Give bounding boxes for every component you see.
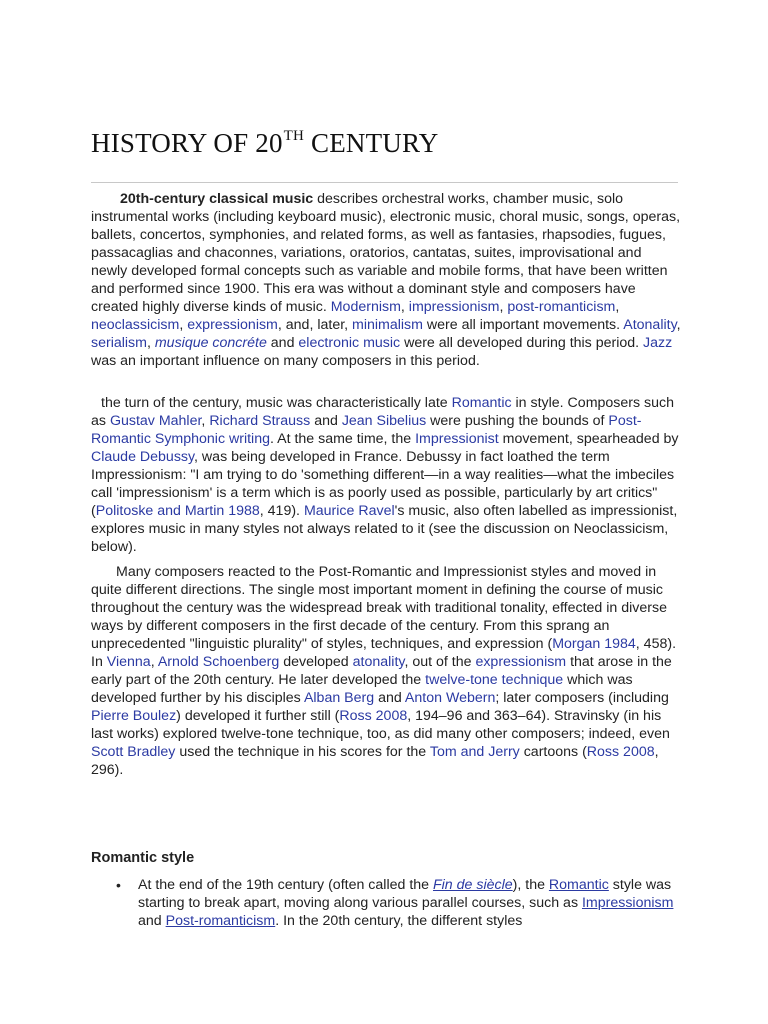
text-run: ; later composers (including — [495, 690, 669, 706]
link-serialism[interactable]: serialism — [91, 335, 147, 351]
text-run: Many composers reacted to the Post-Romantic and Impressionist styles and moved in quite different directions. The single most important moment in defining the course of music throughout the century was the widespread break with traditional tonality, effected in diverse ways by different composers in the first decade of the century. From this sprang an unprecedented "linguistic plurality" of styles, techniques, and expression ( — [91, 564, 667, 652]
link-scott-bradley[interactable]: Scott Bradley — [91, 744, 176, 760]
text-run: was an important influence on many composers in this period. — [91, 353, 480, 369]
text-run: , 296). — [91, 744, 659, 778]
text-run: used the technique in his scores for the — [175, 744, 430, 760]
link-maurice-ravel[interactable]: Maurice Ravel — [303, 503, 395, 519]
link-alban-berg[interactable]: Alban Berg — [303, 690, 375, 706]
text-run: At the end of the 19th century (often called the — [138, 877, 433, 893]
text-run: were all important movements. — [422, 317, 624, 333]
paragraph-intro: 20th-century classical music describes orchestral works, chamber music, solo instrumental works (including keyboard music), electronic music, choral music, songs, operas, ballets, concertos, symphonies, and related forms, as well as fantasies, rhapsodies, fugues, passacaglias and chaconnes, variations, oratorios, cantatas, suites, improvisational and newly developed formal concepts such as variable and mobile forms, that have been written and performed since 1900. This era was without a dominant style and composers have created highly diverse kinds of music. Modernism, impressionism, post-romanticism, neoclassicism, expressionism, and, later, minimalism were all important movements. Atonality, serialism, musique concréte and electronic music were all developed during this period. Jazz was an important influence on many composers in this period. — [91, 191, 681, 369]
text-run: and — [266, 335, 299, 351]
link-expressionism-2[interactable]: expressionism — [475, 654, 567, 670]
intro-bold-term: 20th-century classical music — [120, 191, 314, 207]
title-end: CENTURY — [304, 128, 439, 158]
text-run: , and, later, — [277, 317, 353, 333]
text-run: , 194–96 and 363–64). Stravinsky (in his last works) explored twelve-tone technique, too, as did many other composers; indeed, even — [91, 708, 670, 742]
link-atonality[interactable]: Atonality — [623, 317, 677, 333]
link-post-romanticism-2[interactable]: Post-romanticism — [165, 913, 276, 929]
link-expressionism[interactable]: expressionism — [187, 317, 278, 333]
link-post-romantic-symphonic[interactable]: Post-Romantic Symphonic writing — [91, 413, 642, 447]
section-heading-romantic-style: Romantic style — [91, 850, 195, 866]
link-fin-de-siecle[interactable]: Fin de siècle — [432, 877, 513, 893]
text-run: , was being developed in France. Debussy in fact loathed the term Impressionism: "I am trying to do 'something different—in a way realities—what the imbeciles call 'impressionism' is a term which is as poorly used as possible, particularly by art critics" ( — [91, 449, 675, 519]
text-run: were all developed during this period. — [400, 335, 644, 351]
text-run: . At the same time, the — [270, 431, 416, 447]
text-run: describes orchestral works, chamber music, solo instrumental works (including keyboard music), electronic music, choral music, songs, operas, ballets, concertos, symphonies, and related forms, as well as fantasies, rhapsodies, fugues, passacaglias and chaconnes, variations, oratorios, cantatas, suites, improvisational and newly developed formal concepts such as variable and mobile forms, that have been written and performed since 1900. This era was without a dominant style and composers have created highly diverse kinds of music. — [91, 191, 681, 315]
bullet-list — [91, 876, 681, 930]
link-jean-sibelius[interactable]: Jean Sibelius — [341, 413, 427, 429]
text-run: which was developed further by his disciples — [91, 672, 633, 706]
text-run: that arose in the early part of the 20th century. He later developed the — [91, 654, 672, 688]
text-run: . In the 20th century, the different styles — [275, 913, 523, 929]
list-item — [91, 876, 681, 930]
link-romantic[interactable]: Romantic — [451, 395, 512, 411]
link-tom-and-jerry[interactable]: Tom and Jerry — [429, 744, 520, 760]
link-ross-2008[interactable]: Ross 2008 — [339, 708, 408, 724]
link-modernism[interactable]: Modernism — [330, 299, 401, 315]
link-minimalism[interactable]: minimalism — [352, 317, 423, 333]
text-run: 's music, also often labelled as impressionist, explores music in many styles not always related to it (see the discussion on Neoclassicism, below). — [91, 503, 678, 555]
text-run: and — [138, 913, 166, 929]
text-run: , out of the — [404, 654, 476, 670]
bullet-icon: • — [116, 877, 121, 893]
link-ross-2008-2[interactable]: Ross 2008 — [586, 744, 655, 760]
text-run: cartoons ( — [519, 744, 587, 760]
text-run: ), the — [512, 877, 549, 893]
link-arnold-schoenberg[interactable]: Arnold Schoenberg — [157, 654, 280, 670]
title-main: HISTORY OF 20 — [91, 128, 283, 158]
link-jazz[interactable]: Jazz — [643, 335, 673, 351]
link-impressionism-2[interactable]: Impressionism — [581, 895, 674, 911]
paragraph-turn-of-century: the turn of the century, music was characteristically late Romantic in style. Composers such as Gustav Mahler, Richard Strauss and Jean Sibelius were pushing the bounds of Post-Romantic Symphonic writing. At the same time, the Impressionist movement, spearheaded by Claude Debussy, was being developed in France. Debussy in fact loathed the term Impressionism: "I am trying to do 'something different—in a way realities—what the imbeciles call 'impressionism' is a term which is as poorly used as possible, particularly by art critics" (Politoske and Martin 1988, 419). Maurice Ravel's music, also often labelled as impressionist, explores music in many styles not always related to it (see the discussion on Neoclassicism, below). — [91, 395, 679, 555]
text-run: and — [310, 413, 342, 429]
link-neoclassicism[interactable]: neoclassicism — [91, 317, 180, 333]
text-run: ) developed it further still ( — [176, 708, 340, 724]
link-romantic-2[interactable]: Romantic — [548, 877, 609, 893]
title-divider — [91, 182, 678, 183]
link-richard-strauss[interactable]: Richard Strauss — [209, 413, 311, 429]
link-impressionist[interactable]: Impressionist — [415, 431, 499, 447]
text-run: , 419). — [259, 503, 304, 519]
text-run: , 458). In — [91, 636, 677, 670]
link-pierre-boulez[interactable]: Pierre Boulez — [91, 708, 177, 724]
link-impressionism[interactable]: impressionism — [408, 299, 500, 315]
link-claude-debussy[interactable]: Claude Debussy — [91, 449, 195, 465]
text-run: in style. Composers such as — [91, 395, 675, 429]
link-anton-webern[interactable]: Anton Webern — [404, 690, 496, 706]
text-run: the turn of the century, music was characteristically late — [101, 395, 452, 411]
page-title — [91, 128, 438, 159]
text-run: developed — [279, 654, 353, 670]
link-morgan-1984[interactable]: Morgan 1984 — [552, 636, 636, 652]
link-musique-concrete[interactable]: musique concréte — [154, 335, 267, 351]
title-superscript: TH — [283, 128, 305, 144]
link-gustav-mahler[interactable]: Gustav Mahler — [109, 413, 202, 429]
link-electronic-music[interactable]: electronic music — [298, 335, 401, 351]
text-run: were pushing the bounds of — [426, 413, 609, 429]
paragraph-reactions: Many composers reacted to the Post-Romantic and Impressionist styles and moved in quite different directions. The single most important moment in defining the course of music throughout the century was the widespread break with traditional tonality, effected in diverse ways by different composers in the first decade of the century. From this sprang an unprecedented "linguistic plurality" of styles, techniques, and expression (Morgan 1984, 458). In Vienna, Arnold Schoenberg developed atonality, out of the expressionism that arose in the early part of the 20th century. He later developed the twelve-tone technique which was developed further by his disciples Alban Berg and Anton Webern; later composers (including Pierre Boulez) developed it further still (Ross 2008, 194–96 and 363–64). Stravinsky (in his last works) explored twelve-tone technique, too, as did many other composers; indeed, even Scott Bradley used the technique in his scores for the Tom and Jerry cartoons (Ross 2008, 296). — [91, 564, 677, 778]
link-vienna[interactable]: Vienna — [106, 654, 151, 670]
link-twelve-tone-technique[interactable]: twelve-tone technique — [425, 672, 564, 688]
link-politoske-martin[interactable]: Politoske and Martin 1988 — [95, 503, 260, 519]
link-post-romanticism[interactable]: post-romanticism — [507, 299, 616, 315]
text-run: movement, spearheaded by — [498, 431, 679, 447]
text-run: style was starting to break apart, moving along various parallel courses, such as — [138, 877, 672, 911]
text-run: and — [374, 690, 405, 706]
link-atonality-2[interactable]: atonality — [352, 654, 405, 670]
